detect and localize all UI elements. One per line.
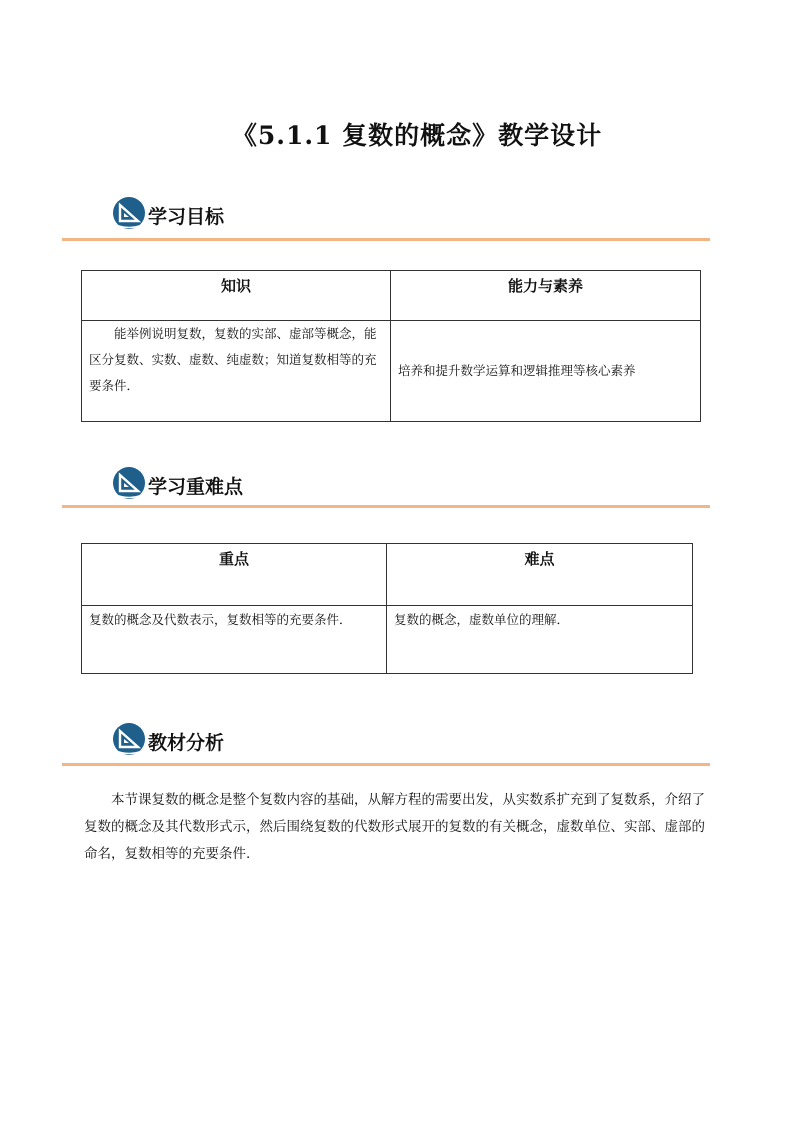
learning-goals-table: [81, 270, 701, 422]
table-header-ability: 能力与素养: [391, 271, 701, 321]
table-cell-ability: 培养和提升数学运算和逻辑推理等核心素养: [398, 363, 636, 378]
textbook-analysis-paragraph: 本节课复数的概念是整个复数内容的基础，从解方程的需要出发，从实数系扩充到了复数系，介绍了复数的概念及其代数形式示，然后围绕复数的代数形式展开的复数的有关概念，虚数单位、实部、虚部的命名，复数相等的充要条件.: [84, 792, 705, 862]
section-title: 教材分析: [148, 732, 225, 754]
document-title: 《5.1.1 复数的概念》教学设计: [231, 121, 603, 150]
table-cell-knowledge: 能举例说明复数，复数的实部、虚部等概念，能区分复数、实数、虚数、纯虚数；知道复数相等的充要条件．: [89, 326, 377, 393]
table-cell-difficulty: 复数的概念，虚数单位的理解．: [394, 612, 570, 627]
section-title: 学习重难点: [148, 476, 244, 498]
triangle-ruler-icon: [112, 196, 146, 230]
table-header-difficulty: 难点: [387, 544, 693, 606]
section-divider: [62, 238, 710, 241]
key-points-table: [81, 543, 693, 674]
section-title: 学习目标: [148, 206, 225, 228]
triangle-ruler-icon: [112, 466, 146, 500]
section-divider: [62, 505, 710, 508]
table-cell-key-point: 复数的概念及代数表示，复数相等的充要条件．: [89, 612, 352, 627]
section-divider: [62, 763, 710, 766]
table-header-knowledge: 知识: [82, 271, 391, 321]
triangle-ruler-icon: [112, 722, 146, 756]
table-header-key-point: 重点: [82, 544, 387, 606]
